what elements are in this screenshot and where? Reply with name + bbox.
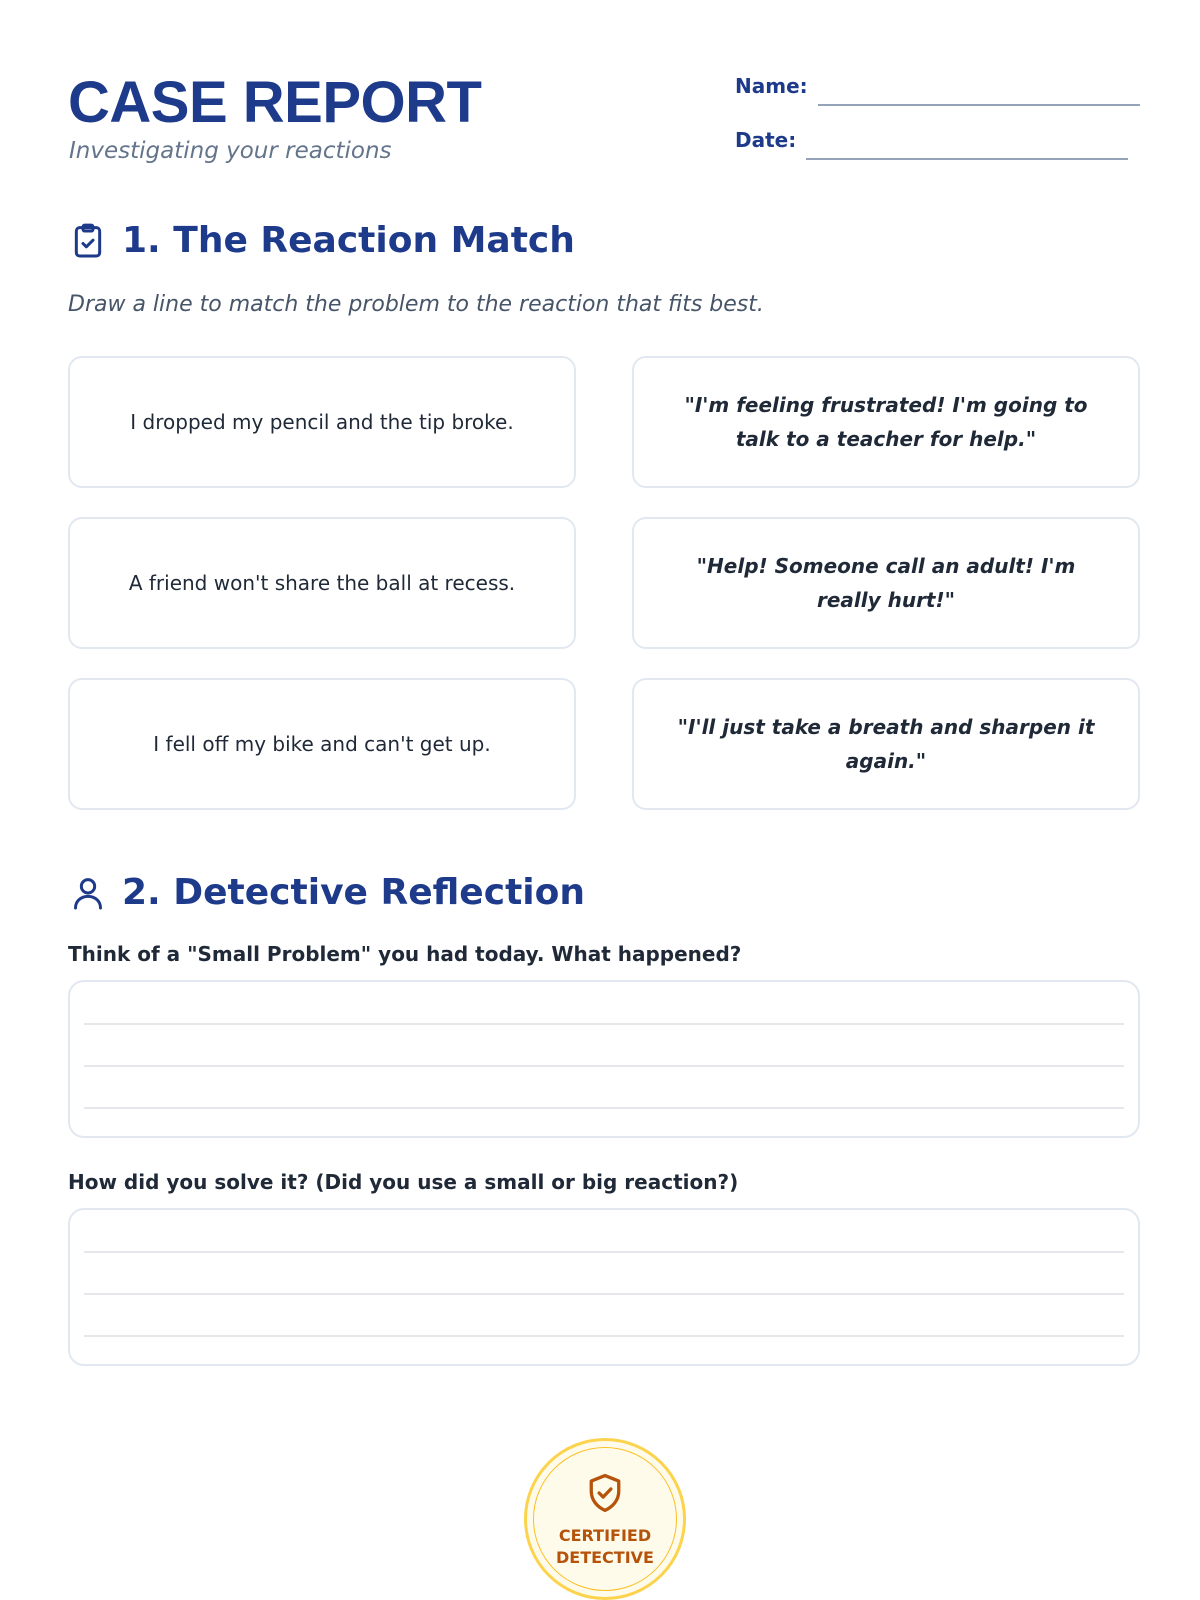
answer-box-how-solved[interactable] [68,1208,1140,1366]
section-reaction-match-title: 1. The Reaction Match [122,220,575,261]
certified-detective-badge [524,1438,686,1600]
user-icon [68,873,108,913]
problem-text: I fell off my bike and can't get up. [153,732,491,756]
section-reflection-heading [68,872,585,913]
shield-check-icon [583,1469,627,1517]
reaction-card[interactable] [632,356,1140,488]
reaction-text: "I'll just take a breath and sharpen it again." [677,715,1095,773]
badge-line-1: CERTIFIED [558,1526,652,1545]
section-reflection-title: 2. Detective Reflection [122,872,585,913]
problem-text: I dropped my pencil and the tip broke. [130,410,514,434]
name-label: Name: [735,74,808,98]
writing-line [84,1107,1124,1109]
question-small-problem: Think of a "Small Problem" you had today. What happened? [68,942,742,966]
clipboard-check-icon [68,221,108,261]
problem-text: A friend won't share the ball at recess. [128,571,516,595]
writing-line [84,1251,1124,1253]
date-label: Date: [735,128,797,152]
name-field[interactable] [818,104,1140,106]
match-instruction: Draw a line to match the problem to the reaction that fits best. [68,292,764,317]
problem-card[interactable] [68,517,576,649]
reaction-text: "Help! Someone call an adult! I'm really hurt!" [696,554,1076,612]
page-title: CASE REPORT [68,70,482,135]
writing-line [84,1065,1124,1067]
reaction-card[interactable] [632,678,1140,810]
reaction-card[interactable] [632,517,1140,649]
question-how-solved: How did you solve it? (Did you use a small or big reaction?) [68,1170,739,1194]
answer-box-small-problem[interactable] [68,980,1140,1138]
page-subtitle: Investigating your reactions [69,138,392,164]
writing-line [84,1023,1124,1025]
problem-card[interactable] [68,356,576,488]
problem-card[interactable] [68,678,576,810]
writing-line [84,1335,1124,1337]
reaction-text: "I'm feeling frustrated! I'm going to talk to a teacher for help." [684,393,1088,451]
section-reaction-match-heading [68,220,575,261]
writing-line [84,1293,1124,1295]
date-field[interactable] [806,158,1128,160]
badge-line-2: DETECTIVE [556,1548,654,1567]
